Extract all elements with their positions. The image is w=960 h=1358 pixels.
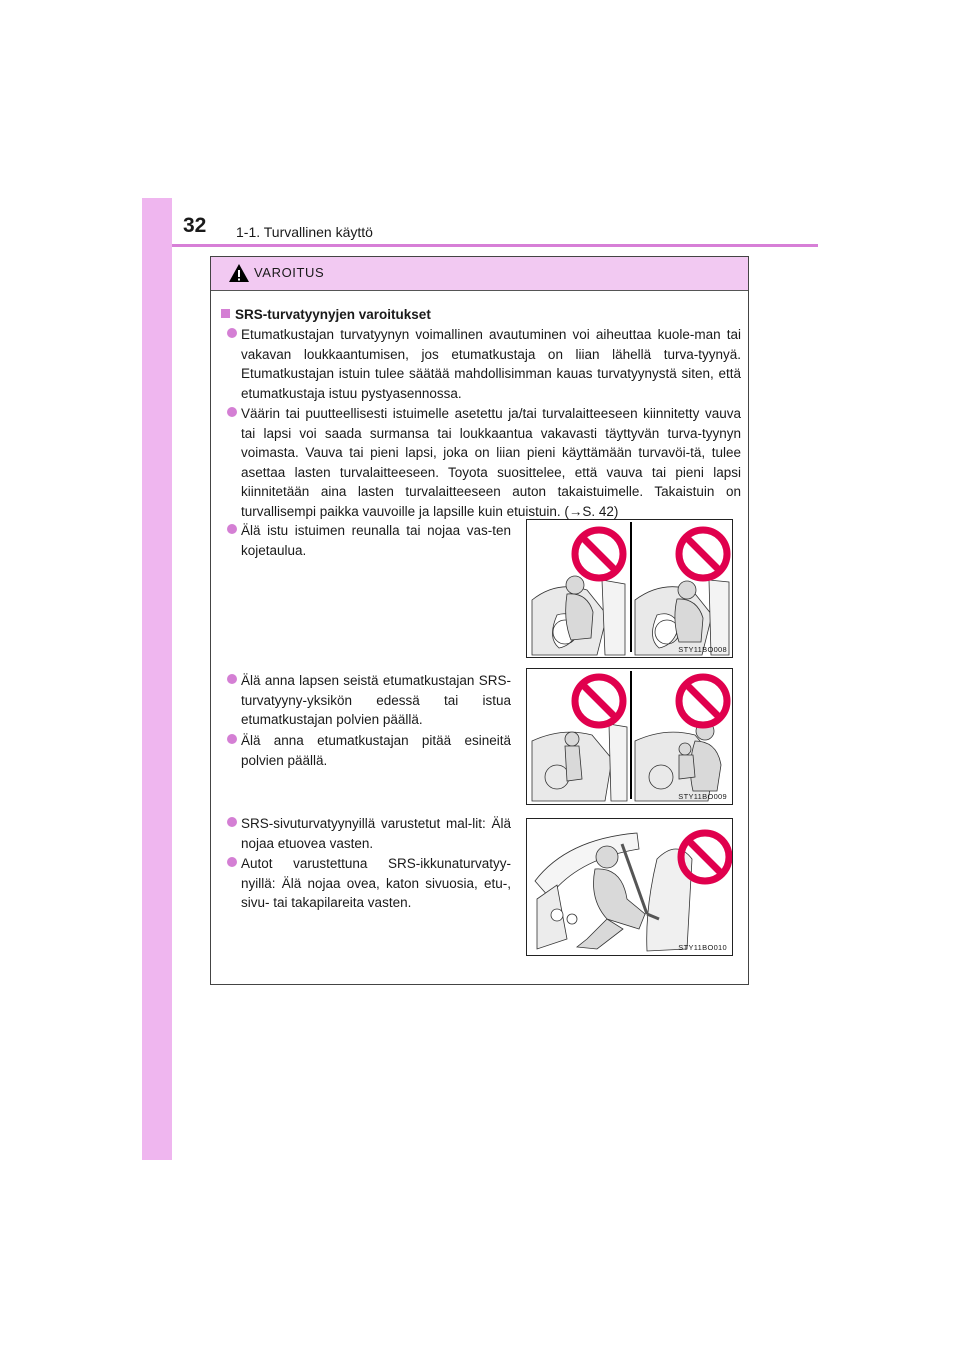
section-title: 1-1. Turvallinen käyttö <box>236 224 373 240</box>
warning-heading-text: SRS-turvatyynyjen varoitukset <box>235 307 431 322</box>
illustration-drawing <box>527 819 732 955</box>
warning-box <box>210 256 749 985</box>
warning-paragraph-1 <box>241 325 741 403</box>
figure-code: STY11BO008 <box>678 645 727 654</box>
round-bullet-icon <box>227 734 237 744</box>
item-text: Autot varustettuna SRS-ikkunaturvatyy-nyillä: Älä nojaa ovea, katon sivuosia, etu-, sivu- tai takapilareita vasten. <box>241 856 511 910</box>
illustration-leaning-on-door <box>526 818 733 956</box>
warning-paragraph-2 <box>241 404 741 521</box>
square-bullet-icon <box>221 309 230 318</box>
warning-header <box>211 257 748 291</box>
round-bullet-icon <box>227 674 237 684</box>
warning-item-1 <box>241 521 511 560</box>
page-number: 32 <box>183 214 207 237</box>
warning-item-5 <box>241 854 511 913</box>
item-text: Älä istu istuimen reunalla tai nojaa vas-ten kojetaulua. <box>241 523 511 558</box>
round-bullet-icon <box>227 857 237 867</box>
illustration-drawing <box>527 520 732 657</box>
prohibition-icon <box>679 677 727 725</box>
figure-code: STY11BO009 <box>678 792 727 801</box>
figure-code: STY11BO010 <box>678 943 727 952</box>
warning-item-3 <box>241 731 511 770</box>
round-bullet-icon <box>227 407 237 417</box>
illustration-child-in-front <box>526 668 733 805</box>
warning-heading <box>221 307 431 322</box>
item-text: Älä anna lapsen seistä etumatkustajan SRS-turvatyyny-yksikön edessä tai istua etumatkustajan polvien päällä. <box>241 673 511 727</box>
paragraph-text: Etumatkustajan turvatyynyn voimallinen avautuminen voi aiheuttaa kuole-man tai vakavan loukkaantumisen, jos etumatkustaja on liian lähellä turva-tyynyä. Etumatkustajan istuin tulee säätää mahdollisimman kauas turvatyynystä siten, että etumatkustaja istuu pystyasennossa. <box>241 327 741 401</box>
prohibition-icon <box>575 677 623 725</box>
round-bullet-icon <box>227 817 237 827</box>
warning-triangle-icon <box>228 263 250 283</box>
side-tab-band <box>142 198 172 1160</box>
paragraph-text: Väärin tai puutteellisesti istuimelle asetettu ja/tai turvalaitteeseen kiinnitetty vauva tai lapsi voi saada surmansa tai loukkaantua vakavasti täyttyvän turva-tyynyn voimasta. Vauva tai pieni lapsi, joka on liian pieni käyttämään turvavöi-tä, tulee asettaa lasten turvalaitteeseen. Toyota suosittelee, että vauva tai pieni lapsi kiinnitetään aina lasten turvalaitteeseen auton takaistuimelle. Takaistuin on turvallisempi paikka vauvoille ja lapsille kuin etuistuin. (→S. 42) <box>241 406 741 519</box>
illustration-drawing <box>527 669 732 804</box>
item-text: Älä anna etumatkustajan pitää esineitä polvien päällä. <box>241 733 511 768</box>
header-rule <box>172 244 818 247</box>
round-bullet-icon <box>227 328 237 338</box>
prohibition-icon <box>575 530 623 578</box>
prohibition-icon <box>679 530 727 578</box>
warning-item-2 <box>241 671 511 730</box>
illustration-occupant-too-close <box>526 519 733 658</box>
item-text: SRS-sivuturvatyynyillä varustetut mal-lit: Älä nojaa etuovea vasten. <box>241 816 511 851</box>
warning-title: VAROITUS <box>254 265 325 280</box>
round-bullet-icon <box>227 524 237 534</box>
warning-item-4 <box>241 814 511 853</box>
